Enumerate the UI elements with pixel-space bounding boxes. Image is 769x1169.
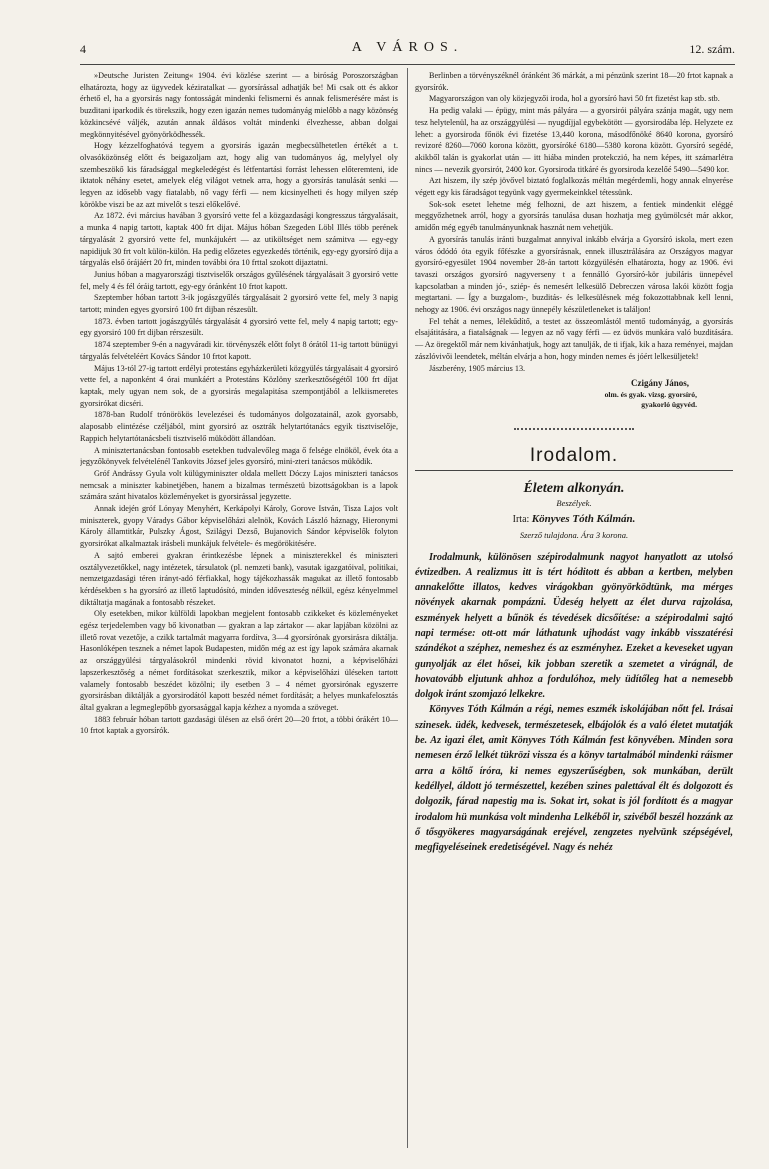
page-number: 4 (80, 42, 86, 56)
paragraph: Szeptember hóban tartott 3-ik jogászgyűlés tárgyalásait 2 gyorsiró vette fel, mely 3 napig tartott; minden egyes gyorsiró 100 frt dijban részesült. (80, 293, 398, 315)
paragraph: A minisztertanácsban fontosabb esetekben tudvalevőleg maga ő felsége elnököl, évek óta a jegyzőkönyvek felvételénél Tankovits József jeles gyorsíró, mini-zteri tanácsos müködik. (80, 445, 398, 467)
paragraph: Annak idején gróf Lónyay Menyhért, Kerkápolyi Károly, Gorove István, Tisza Lajos volt miniszterek, gyopy Váradys Gábor képviselőházi alelnök, Kovách László háznagy, Hieronymi Károly államtitkár, Pulszky Ágost, Szilágyi Dezső, Bujanovich Sándor képviselők folyton gyorsirókat alkalmaztak irásbeli munkájuk felvétele- és megörökitésére. (80, 504, 398, 549)
paragraph: Sok-sok esetet lehetne még felhozni, de azt hiszem, a fentiek mindenkit eléggé meggyőzhetnek arról, hogy a gyorsírás tanulása dusan hozhatja meg gyümölcsét már akkor, amidőn még egyéb tanulmányunknak hasznát nem vehetjük. (415, 199, 733, 233)
paragraph: 1873. évben tartott jogászgyűlés tárgyalását 4 gyorsiró vette fel, mely 4 napig tartott; egy-egy gyorsiró 100 frt dijban rérszesült. (80, 316, 398, 338)
right-column (415, 70, 733, 1155)
paragraph: Berlinben a törvényszéknél óránként 36 márkát, a mi pénzünk szerint 18—20 frtot kapnak a gyorsírók. (415, 71, 733, 92)
left-column (80, 70, 398, 1155)
issue-number: 12. szám. (689, 42, 735, 56)
paragraph: A gyorsírás tanulás iránti buzgalmat annyival inkább elvárja a Gyorsíró iskola, mert ezen város ódódó óta egyik főfészke a gyorsírásnak, ennek illusztrálására az Országyos magyar gyorsíró-egyesület 1904 november 28-án tartott közgyülésén elhatározta, hogy az 1906. évi tavaszi országos gyorsíró nagyverseny t a fennálló Gyorsíró-kör jubiláris ünnepével kapcsolatban a minden jó-, sziép- és nemesért lelkesülő Debreczen városa lakói között fogja megtartani. — Így a buzgalom-, buzditás- és lelkesülésnek még fokozottabbnak kell lenni, nehogy az 1906. évi országos nagy ünnepély készületleneket is találjon! (415, 234, 733, 315)
book-genre: Beszélyek. (556, 498, 592, 509)
paragraph: Junius hóban a magyarországi tisztviselők országos gyűlésének tárgyalásait 3 gyorsiró vette fel, mely 4 és fél óráig tartott, egy-egy óránként 10 frtot kapott. (80, 269, 398, 291)
book-review (415, 550, 733, 856)
review-paragraph: Könyves Tóth Kálmán a régi, nemes eszmék iskolájában nőtt fel. Irásai szinesek. üdék, kedvesek, természetesek, elbájolók és a való életet mutatják be. Az igazi élet, amit Könyves Tóth Kálmán fest könyvében. Minden sora nemesen érző lelkét tükrözi vissza és a könyv tartalmából mindenki ráismer arra a költő íróra, ki nemes egyszerűségben, sok munkában, derült kedéllyel, áldott jó természettel, kezében szines palettával élt és dolgozott és dolgozik, fárad napestig ma is. Sokat irt, sokat is jól fordított és a magyar irodalom hü munkása volt mindenha Lelkéből ir, szivéből beszél hozzánk az ő tősgyökeres magyarságának erejével, zengzetes nyelvünk szépségével, megfigyeléseinek eredetiségével. Nagy és nehéz (415, 704, 733, 854)
section-ornament (415, 422, 733, 430)
page-header (80, 40, 735, 60)
header-rule (80, 64, 735, 65)
author-prefix: Irta: (512, 514, 530, 526)
paragraph: A sajtó emberei gyakran érintkezésbe lépnek a miniszterekkel és miniszteri osztályvezetőkkel, nagy intézetek, társulatok (pl. nemzeti bank), vasutak igazgatóival, politikai, nemzetgazdasági téren irányt-adó férfiakkal, hogy tájékozhassák magukat az illető fontosabb kérdésekben s ha gyorsíró az illető laptudósító, minden időveszteség nélkül, egész kényelmmel diktáltatja magának a fontosabb részeket. (80, 550, 398, 607)
paragraph: Azt hiszem, ily szép jövővel biztató foglalkozás méltán megérdemli, hogy annak elnyerése végett egy kis fáradságot tegyünk vagy gyermekeinkkel tétessünk. (415, 176, 733, 198)
paragraph: 1883 február hóban tartott gazdasági ülésen az első órért 20—20 frtot, a többi órákért 10—10 frtot kaptak a gyorsírók. (80, 714, 398, 736)
paragraph: Az 1872. évi március havában 3 gyorsíró vette fel a közgazdasági kongresszus tárgyalásait, a munka 4 napig tartott, kaptak 400 frt dijat. Május hóban Szegeden Löbl Illés több perének tárgyalását 2 gyorsiró vette fel, munkájukért — az utiköltséget nem számitva — egy-egy napidijuk 30 frt volt külön-külön. Ha pedig előzetes egyezkedés történik, egy-egy gyorsíró dija a tárgyalás első órájáért 20 frt, minden további óra 10 frttal szokott dijaztatni. (80, 211, 398, 268)
paragraph: Május 13-tól 27-ig tartott erdélyi protestáns egyházkerületi közgyülés tárgyalásait 4 gyorsiró vette fel, a naponként 4 órai munkáért a Protestáns Közlöny szerkesztőségétől 100 frt díjat kaptak, mely ugyan nem sok, de a gyorsirás megalapitása szempontjából a lelkiismeretes gyorsirókat dicséri. (80, 363, 398, 408)
author-name: Könyves Tóth Kálmán. (531, 513, 636, 526)
paragraph: Ha pedig valaki — épügy, mint más pályára — a gyorsirói pályára szánja magát, ugy nem tesz helytelenül, ha az országgyülési — nyugdíjjal egybekötött — gyorsirodába lép. Helyzete ez lehet: a gyorsiroda főnök évi fizetése 13,440 korona, másodfőnöké 8640 korona, gyorsíró revizoré 8260—7060 korona között, gyorsíróké 6180—5380 korona között. Gyorsíró segédé, akikből talán is gyakorlat után — itt hiába minden protekczió, ha nem képes, itt számarlétra nincs — nevezik gyorsirót, 2400 kor. Gyorsiroda titkáré és gyorsiroda kezelőé 5490—5490 kor. (415, 106, 733, 174)
paragraph: 1878-ban Rudolf trónörökös levelezései és tudományos dolgozatainál, azok gyorsabb, alaposabb elintézése czéljából, mint gyorsiró az osztrák helytartótanács egyik tisztviselője, Rappich helytartótanácsbeli tisztviselő müködött állandóan. (80, 410, 398, 443)
book-title: Életem alkonyán. (523, 480, 625, 496)
column-divider (407, 68, 408, 1148)
author-role: olm. és gyak. vizsg. gyorsíró, (604, 389, 697, 399)
article-date: Jászberény, 1905 március 13. (429, 363, 526, 373)
paragraph: »Deutsche Juristen Zeitung« 1904. évi közlése szerint — a biróság Poroszországban elhatározta, hogy az ügyvedek kéziratalkat — gyorsírással adhatják be! Mi csak ott és akkor érhető el, ha a gyorsirás nagy fontosságát mindenki felismerni és annak felismerésére mást is buzditani iparkodik és törekszik, hogy ezen igazán nemes tudományág mielőbb a nagy közönség közkincsévé váljék, azután annak áldásos voltát mindenki élvezhesse, abban dolgai megkönnyitésével gyönyörködhessék. (80, 71, 398, 139)
paragraph: 1874 szeptember 9-én a nagyváradi kir. törvényszék előtt folyt 8 órától 11-ig tartott bünügyi tárgyalás felvételéért Kovács Sándor 10 frtot kapott. (80, 340, 398, 361)
book-publisher: Szerző tulajdona. Ára 3 korona. (519, 529, 629, 540)
paragraph: Fel tehát a nemes, lélekűdítő, a testet az összeomlástól mentő tudományág, a gyorsírás elsajátitására, a fiatalságnak — legyen az nő vagy férfi — ez üdvös munkára való buzditására. — Az öregektől már nem kivánhatjuk, hogy azt tanulják, de ti ifjak, kik a haza reményei, majdan zászlóvivői leendetek, méltán elvárja a hon, hogy minden nemes és jóért lelkesüljetek! (415, 316, 733, 361)
review-paragraph: Irodalmunk, különösen szépirodalmunk nagyot hanyatlott az utolsó évtizedben. A realizmus itt is tért hóditott és abban a kertben, melyben annakelőtte illatos, kedves virágokban gyönyörködtünk, ma mérges növények akarnak pompázni. Üdeség helyett az élet durva rajzolása, eszmények helyett a bűnök és tévedések dicsőítése: a szépirodalmi sajtó napi termése: ott-ott már láthatunk ujhodást vagy inkább visszatérési szándékot a széphez, nemeshez és az eszményhez. Ezeket a keveseket ugyan gunyolják az élet hősei, kik jobban szeretik a szemetet a virágnál, de hovatovább eljutunk ahhoz a fordulóhoz, mely üdítőleg hat a nemesebb dolgok iránt szomjazó lelkekre. (415, 551, 733, 701)
paragraph: Magyarországon van oly közjegyzői iroda, hol a gyorsíró havi 50 frt fizetést kap stb. stb. (429, 94, 720, 104)
section-rule (415, 470, 733, 471)
paragraph: Gróf Andrássy Gyula volt külügyminiszter oldala mellett Dóczy Lajos miniszteri tanácsos nemcsak a miniszter kabinetjében, hanem a bizalmas természetü bizottságokban is a lapok számára szánt hivatalos közleményeket is gyorsirással jegyzette. (80, 468, 398, 502)
book-author (415, 514, 733, 526)
paragraph: Hogy kézzelfoghatóvá tegyem a gyorsirás igazán megbecsülhetetlen értékét a t. olvasóközönség előtt és beigazoljam azt, hogy alig van tudományos ág, melylyel oly szembeszökő kis fáradsággal megkeledégést és létfentartási forrást lehessen előteremteni, ide iktatok néhány esetet, amelyek elég világot vetnek arra, hogy a gyorsírás tanulását senki — legyen az idősebb vagy fiatalabb, nő vagy férfi — nem kicsinyelheti és hogy milyen szép körökbe viszi be az azt mivelőt s teszi előkelővé. (80, 141, 398, 209)
journal-title: A VÁROS. (351, 40, 464, 55)
author-signature: Czigány János, (630, 378, 689, 389)
section-title: Irodalom. (529, 444, 619, 466)
author-role: gyakorló ügyvéd. (641, 399, 697, 409)
paragraph: Oly esetekben, mikor külföldi lapokban megjelent fontosabb czikkeket és közleményeket egész terjedelemben vagy bő kivonatban — gyakran a lap zártakor — akar lapjában közölni az illető rovat vezetője, a czikk tartalmát magyarra fordítva, 3—4 gyorsírónak gyorsirásra diktálja. Hasonlóképen tesznek a német lapok Budapesten, midőn még az est így lapok számára akarnak az országgyülési tárgyalásokról mindenki rövid kivonatot hozni, a képviselőházi lapszerkesztőség a német fordításokat szerkesztik, mikor a képviselőházi üléseken tartott valamely fontosabb beszédet közölni; ily esetben 3 – 4 német gyorsirónak egyszerre gyorsirásban diktálják a gyorsirodától kapott beszéd német fordítását; a helyes munkafelosztás által gyakran a legmeglepőbb gyorsasággal kapja kézhez a nyomda a szöveget. (80, 609, 398, 712)
